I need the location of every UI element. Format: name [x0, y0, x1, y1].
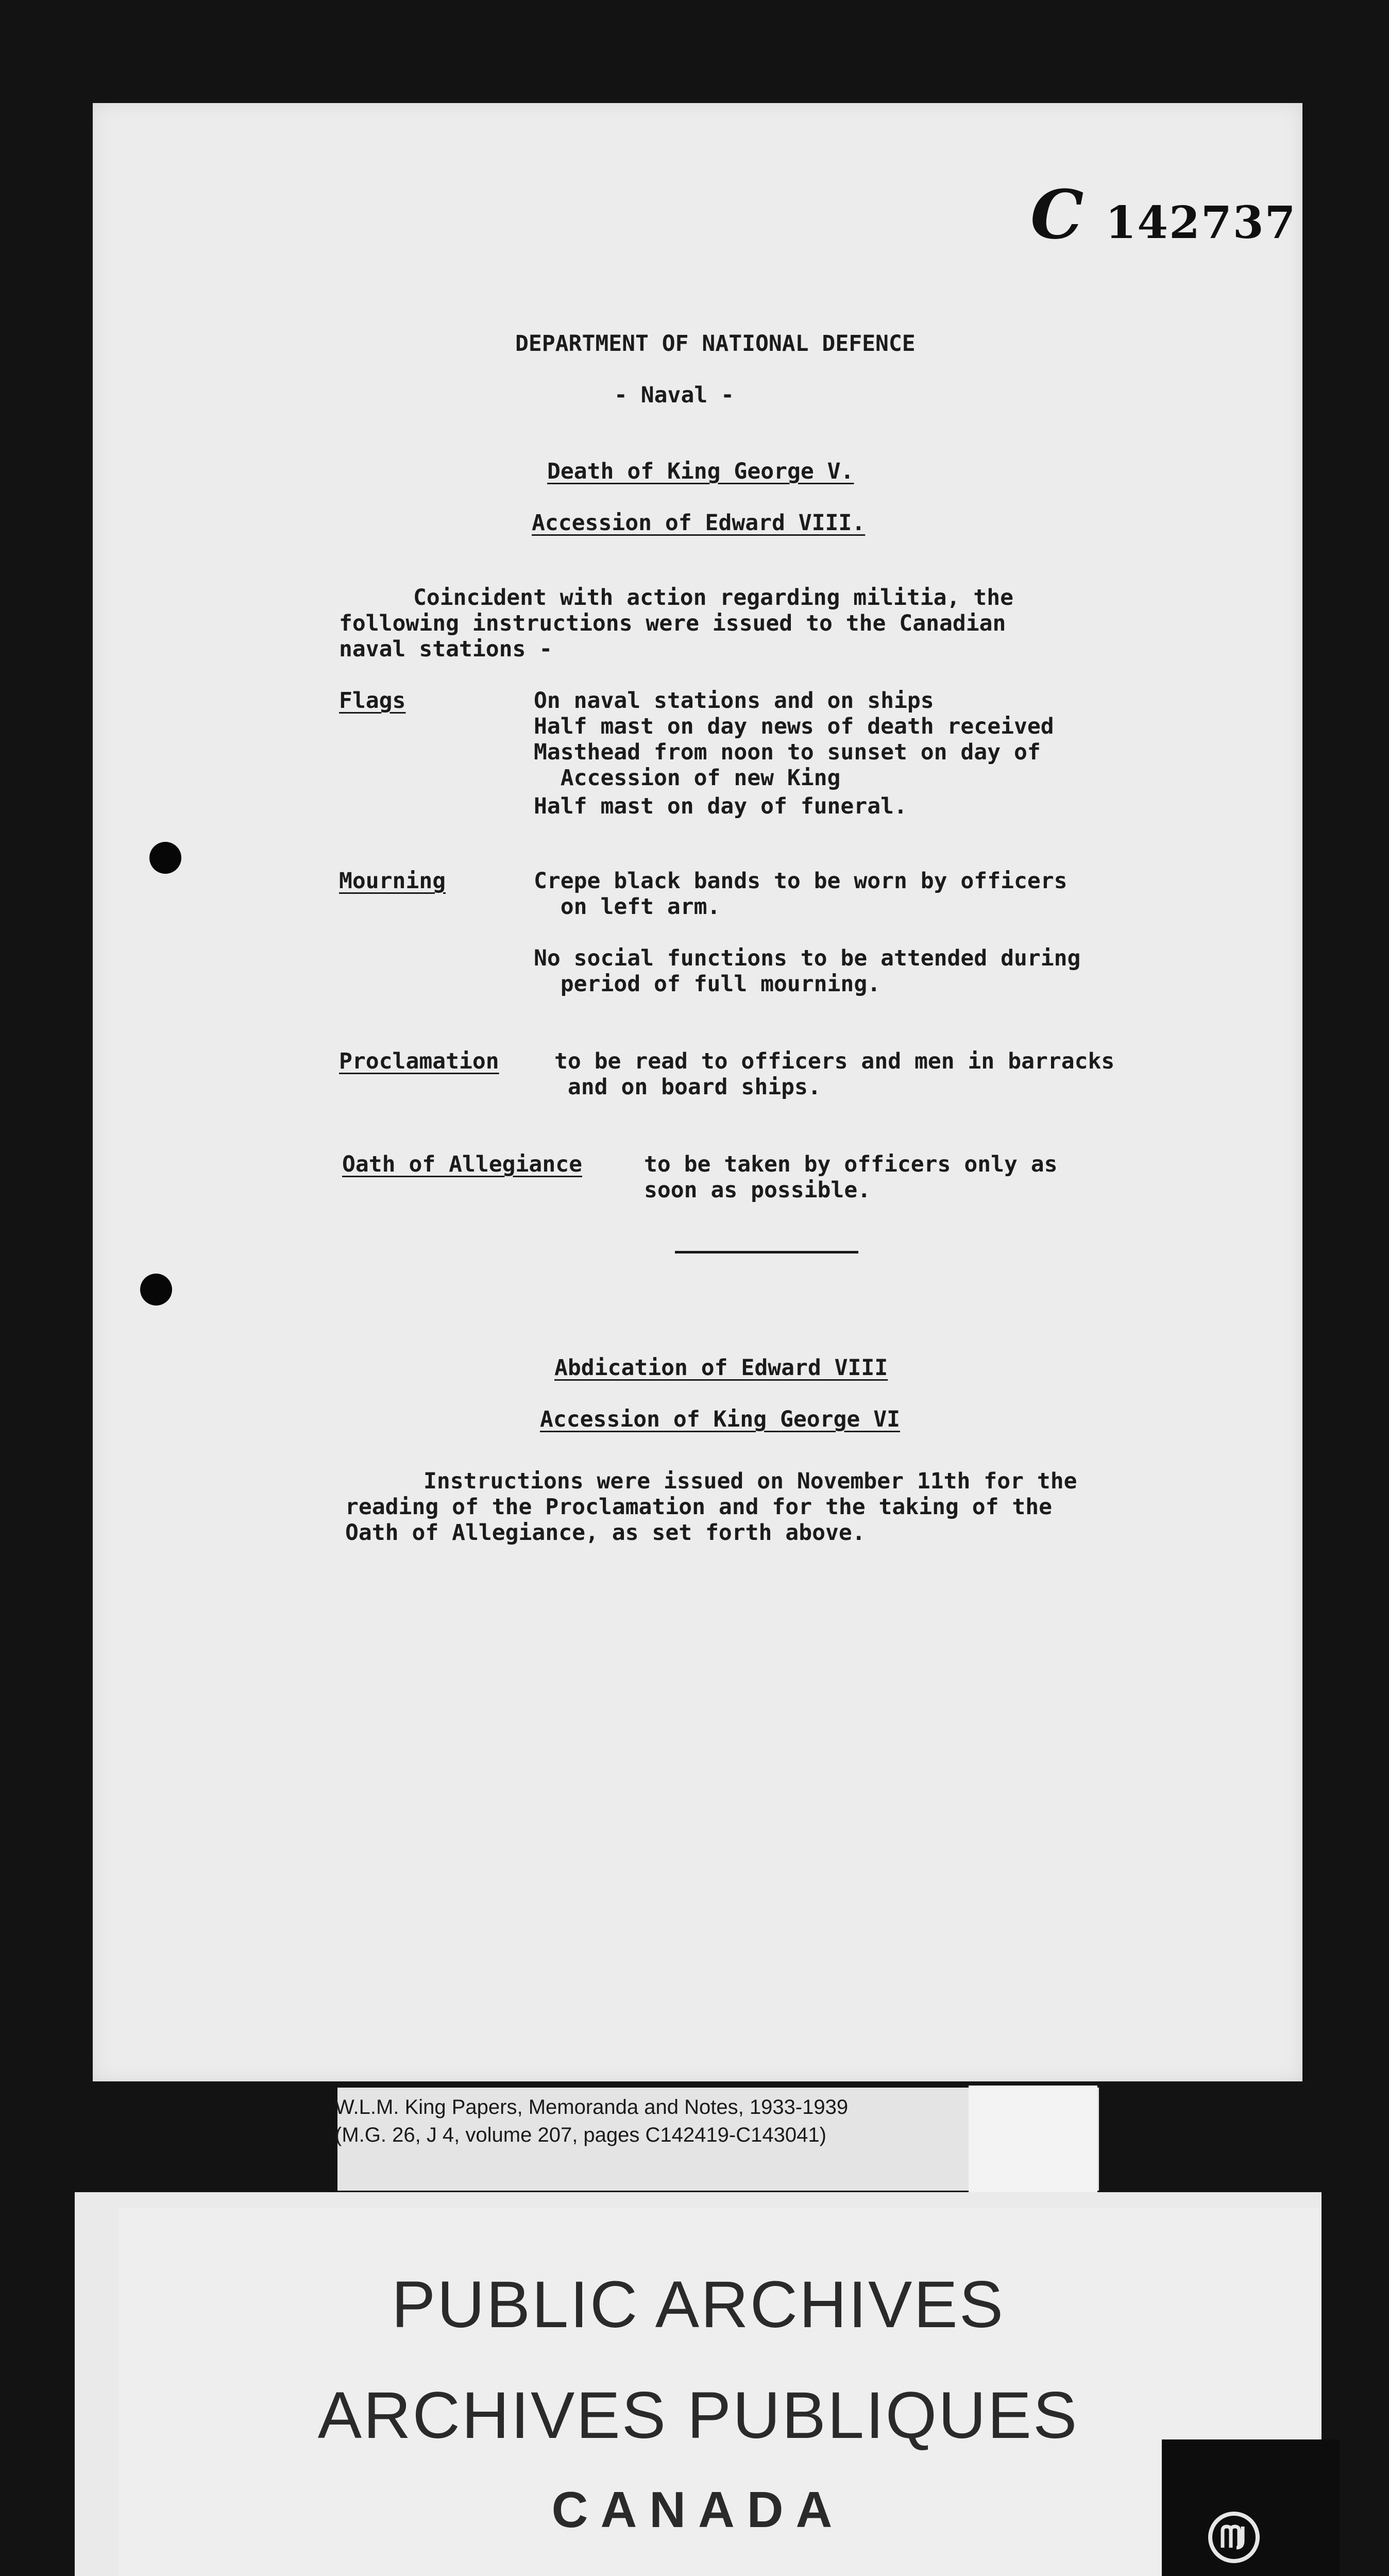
punch-hole-lower	[140, 1274, 172, 1306]
flags-line-4: Accession of new King	[534, 765, 841, 791]
section2-body-line-3: Oath of Allegiance, as set forth above.	[345, 1520, 866, 1546]
oath-label: Oath of Allegiance	[342, 1151, 582, 1177]
proclamation-label: Proclamation	[339, 1048, 499, 1074]
source-line-2: (M.G. 26, J 4, volume 207, pages C142419-C143041)	[335, 2124, 826, 2146]
mourning-line-1: Crepe black bands to be worn by officers	[534, 868, 1068, 894]
mourning-label: Mourning	[339, 868, 446, 894]
proclamation-line-1: to be read to officers and men in barracks	[554, 1048, 1115, 1074]
mourning-line-3: No social functions to be attended during	[534, 945, 1081, 971]
proclamation-line-2: and on board ships.	[554, 1074, 821, 1100]
flags-line-3: Masthead from noon to sunset on day of	[534, 739, 1041, 765]
frame-number	[1030, 175, 1297, 254]
archive-card-line-1: PUBLIC ARCHIVES	[391, 2268, 1005, 2342]
intro-line-2: following instructions were issued to the Canadian	[339, 611, 1006, 636]
oath-line-2: soon as possible.	[644, 1177, 871, 1203]
section-divider	[675, 1251, 858, 1253]
branch-subtitle: - Naval -	[614, 382, 734, 408]
mourning-line-2: on left arm.	[534, 894, 721, 920]
section2-body-line-1: Instructions were issued on November 11th for the	[424, 1468, 1077, 1494]
flags-line-5: Half mast on day of funeral.	[534, 793, 907, 819]
section2-body-line-2: reading of the Proclamation and for the taking of the	[345, 1494, 1053, 1520]
intro-line-1: Coincident with action regarding militia, the	[413, 585, 1013, 611]
flags-line-1: On naval stations and on ships	[534, 688, 934, 714]
section1-heading-accession: Accession of Edward VIII.	[532, 510, 866, 536]
flags-line-2: Half mast on day news of death received	[534, 714, 1054, 739]
section1-heading-death: Death of King George V.	[547, 459, 854, 484]
frame-number-value: 142737	[1105, 197, 1297, 249]
archive-card-line-2: ARCHIVES PUBLIQUES	[317, 2379, 1079, 2452]
archives-logo-icon	[1206, 2509, 1262, 2566]
mourning-line-4: period of full mourning.	[534, 971, 881, 997]
tape-strip	[969, 2086, 1097, 2194]
frame-number-prefix: C	[1030, 175, 1085, 254]
flags-label: Flags	[339, 688, 406, 714]
section2-heading-accession: Accession of King George VI	[540, 1406, 900, 1432]
oath-line-1: to be taken by officers only as	[644, 1151, 1058, 1177]
punch-hole-upper	[149, 842, 181, 874]
archive-card-line-3: CANADA	[551, 2481, 845, 2538]
source-line-1: W.L.M. King Papers, Memoranda and Notes, 1933-1939	[335, 2096, 849, 2119]
intro-line-3: naval stations -	[339, 636, 553, 662]
department-title: DEPARTMENT OF NATIONAL DEFENCE	[515, 331, 916, 357]
section2-heading-abdication: Abdication of Edward VIII	[554, 1355, 888, 1381]
